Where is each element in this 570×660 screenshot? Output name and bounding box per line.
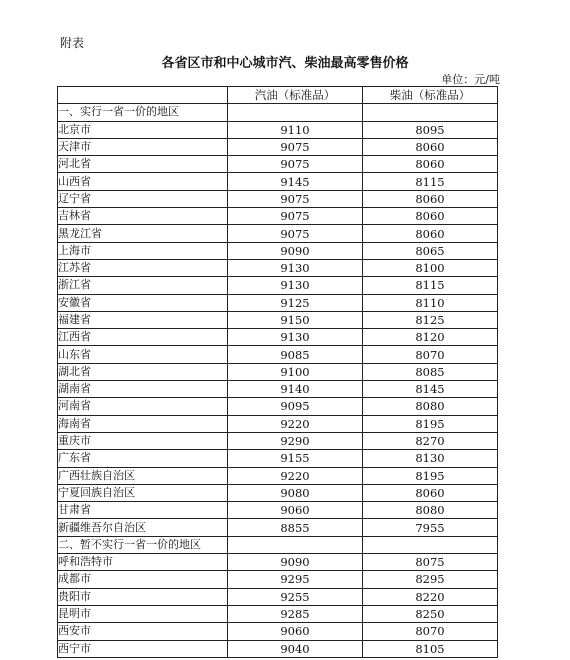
diesel-price-cell: 8085 — [363, 363, 498, 380]
diesel-price-cell: 8110 — [363, 294, 498, 311]
region-name-cell: 江苏省 — [58, 259, 228, 276]
diesel-price-cell: 8060 — [363, 190, 498, 207]
empty-cell — [228, 536, 363, 553]
region-name-cell: 广东省 — [58, 450, 228, 467]
section-heading: 二、暂不实行一省一价的地区 — [58, 536, 228, 553]
region-name-cell: 吉林省 — [58, 208, 228, 225]
diesel-price-cell: 8115 — [363, 277, 498, 294]
table-row — [58, 432, 498, 449]
diesel-price-cell: 8195 — [363, 415, 498, 432]
diesel-price-cell: 8075 — [363, 554, 498, 571]
table-row — [58, 554, 498, 571]
region-name-cell: 江西省 — [58, 329, 228, 346]
diesel-price-cell: 8125 — [363, 311, 498, 328]
section-row — [58, 536, 498, 553]
region-name-cell: 山西省 — [58, 173, 228, 190]
region-name-cell: 贵阳市 — [58, 588, 228, 605]
gasoline-price-cell: 9090 — [228, 242, 363, 259]
gasoline-price-cell: 8855 — [228, 519, 363, 536]
gasoline-price-cell: 9150 — [228, 311, 363, 328]
table-row — [58, 259, 498, 276]
empty-cell — [228, 104, 363, 121]
table-row — [58, 208, 498, 225]
region-name-cell: 上海市 — [58, 242, 228, 259]
diesel-price-cell: 8060 — [363, 208, 498, 225]
region-name-cell: 湖南省 — [58, 381, 228, 398]
table-row — [58, 467, 498, 484]
diesel-price-cell: 8295 — [363, 571, 498, 588]
diesel-price-cell: 8195 — [363, 467, 498, 484]
table-row — [58, 346, 498, 363]
diesel-price-cell: 8270 — [363, 432, 498, 449]
diesel-price-cell: 8145 — [363, 381, 498, 398]
gasoline-price-cell: 9295 — [228, 571, 363, 588]
region-name-cell: 黑龙江省 — [58, 225, 228, 242]
diesel-price-cell: 8060 — [363, 156, 498, 173]
gasoline-price-cell: 9060 — [228, 623, 363, 640]
diesel-price-cell: 7955 — [363, 519, 498, 536]
diesel-price-cell: 8105 — [363, 640, 498, 657]
diesel-price-cell: 8060 — [363, 225, 498, 242]
gasoline-price-cell: 9085 — [228, 346, 363, 363]
region-name-cell: 辽宁省 — [58, 190, 228, 207]
gasoline-price-cell: 9130 — [228, 329, 363, 346]
diesel-price-cell: 8080 — [363, 398, 498, 415]
region-name-cell: 湖北省 — [58, 363, 228, 380]
table-row — [58, 294, 498, 311]
gasoline-price-cell: 9125 — [228, 294, 363, 311]
table-row — [58, 225, 498, 242]
gasoline-price-cell: 9075 — [228, 156, 363, 173]
region-name-cell: 浙江省 — [58, 277, 228, 294]
table-row — [58, 502, 498, 519]
table-row — [58, 242, 498, 259]
region-name-cell: 新疆维吾尔自治区 — [58, 519, 228, 536]
region-name-cell: 福建省 — [58, 311, 228, 328]
table-row — [58, 277, 498, 294]
table-row — [58, 363, 498, 380]
gasoline-price-cell: 9040 — [228, 640, 363, 657]
table-row — [58, 415, 498, 432]
region-name-cell: 天津市 — [58, 138, 228, 155]
region-name-cell: 成都市 — [58, 571, 228, 588]
gasoline-price-cell: 9075 — [228, 208, 363, 225]
region-name-cell: 甘肃省 — [58, 502, 228, 519]
price-table — [57, 86, 498, 658]
table-row — [58, 588, 498, 605]
gasoline-price-cell: 9130 — [228, 277, 363, 294]
gasoline-price-cell: 9255 — [228, 588, 363, 605]
table-row — [58, 190, 498, 207]
region-name-cell: 广西壮族自治区 — [58, 467, 228, 484]
table-row — [58, 623, 498, 640]
gasoline-price-cell: 9090 — [228, 554, 363, 571]
region-name-cell: 安徽省 — [58, 294, 228, 311]
table-body — [58, 104, 498, 658]
section-heading: 一、实行一省一价的地区 — [58, 104, 228, 121]
diesel-price-cell: 8250 — [363, 605, 498, 622]
table-row — [58, 173, 498, 190]
diesel-price-cell: 8115 — [363, 173, 498, 190]
gasoline-price-cell: 9110 — [228, 121, 363, 138]
table-row — [58, 519, 498, 536]
gasoline-price-cell: 9075 — [228, 138, 363, 155]
diesel-price-cell: 8070 — [363, 346, 498, 363]
table-row — [58, 311, 498, 328]
diesel-price-cell: 8065 — [363, 242, 498, 259]
gasoline-price-cell: 9155 — [228, 450, 363, 467]
diesel-price-cell: 8120 — [363, 329, 498, 346]
table-row — [58, 121, 498, 138]
table-row — [58, 640, 498, 657]
gasoline-price-cell: 9060 — [228, 502, 363, 519]
page-title: 各省区市和中心城市汽、柴油最高零售价格 — [161, 56, 409, 71]
diesel-price-cell: 8095 — [363, 121, 498, 138]
empty-cell — [363, 104, 498, 121]
region-name-cell: 北京市 — [58, 121, 228, 138]
diesel-price-cell: 8220 — [363, 588, 498, 605]
region-name-cell: 河北省 — [58, 156, 228, 173]
table-row — [58, 571, 498, 588]
region-name-cell: 西宁市 — [58, 640, 228, 657]
column-header-region — [58, 87, 228, 104]
region-name-cell: 西安市 — [58, 623, 228, 640]
table-row — [58, 450, 498, 467]
column-header-gasoline: 汽油（标准品） — [228, 87, 363, 104]
region-name-cell: 昆明市 — [58, 605, 228, 622]
diesel-price-cell: 8060 — [363, 484, 498, 501]
gasoline-price-cell: 9220 — [228, 415, 363, 432]
table-row — [58, 605, 498, 622]
gasoline-price-cell: 9075 — [228, 225, 363, 242]
gasoline-price-cell: 9290 — [228, 432, 363, 449]
table-row — [58, 484, 498, 501]
table-row — [58, 138, 498, 155]
gasoline-price-cell: 9130 — [228, 259, 363, 276]
appendix-label: 附表 — [60, 36, 85, 50]
diesel-price-cell: 8060 — [363, 138, 498, 155]
region-name-cell: 重庆市 — [58, 432, 228, 449]
header-row — [58, 87, 498, 104]
diesel-price-cell: 8070 — [363, 623, 498, 640]
gasoline-price-cell: 9140 — [228, 381, 363, 398]
gasoline-price-cell: 9080 — [228, 484, 363, 501]
gasoline-price-cell: 9220 — [228, 467, 363, 484]
unit-label: 单位：元/吨 — [441, 73, 500, 86]
gasoline-price-cell: 9075 — [228, 190, 363, 207]
region-name-cell: 宁夏回族自治区 — [58, 484, 228, 501]
gasoline-price-cell: 9285 — [228, 605, 363, 622]
diesel-price-cell: 8080 — [363, 502, 498, 519]
region-name-cell: 山东省 — [58, 346, 228, 363]
diesel-price-cell: 8100 — [363, 259, 498, 276]
table-row — [58, 398, 498, 415]
gasoline-price-cell: 9100 — [228, 363, 363, 380]
gasoline-price-cell: 9145 — [228, 173, 363, 190]
region-name-cell: 海南省 — [58, 415, 228, 432]
column-header-diesel: 柴油（标准品） — [363, 87, 498, 104]
region-name-cell: 河南省 — [58, 398, 228, 415]
table-row — [58, 329, 498, 346]
region-name-cell: 呼和浩特市 — [58, 554, 228, 571]
section-row — [58, 104, 498, 121]
table-row — [58, 381, 498, 398]
gasoline-price-cell: 9095 — [228, 398, 363, 415]
diesel-price-cell: 8130 — [363, 450, 498, 467]
table-row — [58, 156, 498, 173]
empty-cell — [363, 536, 498, 553]
